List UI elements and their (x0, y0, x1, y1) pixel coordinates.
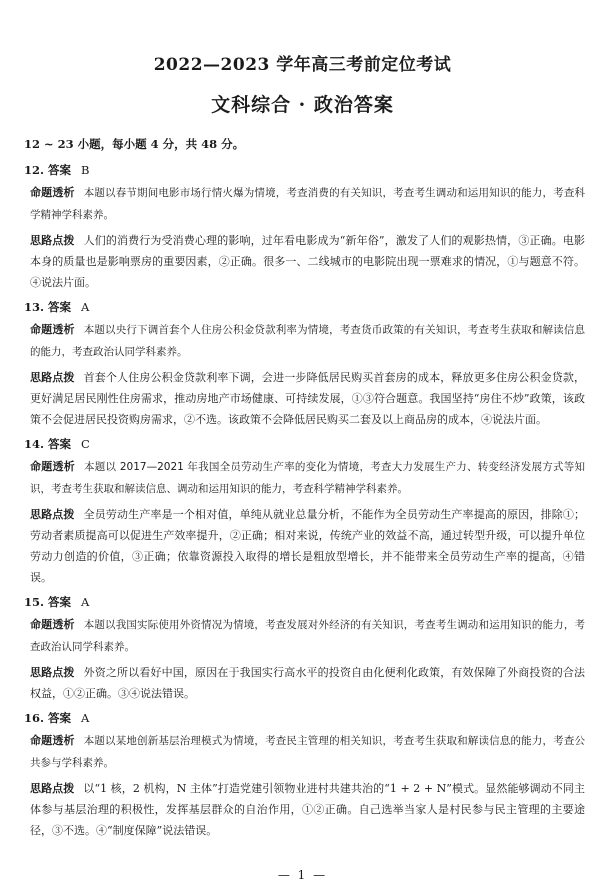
hint-paragraph (24, 778, 585, 841)
hint-paragraph (24, 662, 585, 704)
question-answer-line (24, 160, 585, 180)
page-subtitle: 文科综合 · 政治答案 (211, 94, 394, 116)
page-number: — 1 — (277, 868, 328, 882)
question-number: 12. 答案 (24, 163, 72, 177)
hint-label: 思路点拨 (30, 234, 75, 247)
question-answer-line (24, 434, 585, 454)
page-title: 2022—2023 学年高三考前定位考试 (153, 55, 452, 75)
analysis-text: 本题以 2017—2021 年我国全员劳动生产率的变化为情境，考查大力发展生产力、转变经济发展方式等知识，考查考生获取和解读信息、调动和运用知识的能力，考查科学精神学科素养。 (30, 461, 585, 495)
hint-text: 外资之所以看好中国，原因在于我国实行高水平的投资自由化便利化政策，有效保障了外商投资的合法权益，①②正确。③④说法错误。 (30, 666, 586, 700)
question-block (24, 592, 585, 704)
analysis-text: 本题以我国实际使用外资情况为情境，考查发展对外经济的有关知识，考查考生调动和运用知识的能力，考查政治认同学科素养。 (30, 619, 586, 653)
analysis-paragraph (24, 182, 585, 226)
hint-text: 人们的消费行为受消费心理的影响，过年看电影成为“新年俗”，激发了人们的观影热情，③正确。电影本身的质量也是影响票房的重要因素，②正确。很多一、二线城市的电影院出现一票难求的情况，①与题意不符。④说法片面。 (30, 234, 586, 289)
analysis-label: 命题透析 (30, 460, 76, 473)
hint-label: 思路点拨 (30, 371, 75, 384)
hint-paragraph (24, 504, 585, 588)
question-answer-line (24, 708, 585, 728)
analysis-paragraph (24, 730, 585, 774)
analysis-text: 本题以春节期间电影市场行情火爆为情境，考查消费的有关知识，考查考生调动和运用知识的能力，考查科学精神学科素养。 (30, 187, 586, 221)
analysis-label: 命题透析 (30, 186, 75, 199)
question-block (24, 297, 585, 430)
questions-list (24, 160, 585, 841)
question-block (24, 708, 585, 841)
hint-paragraph (24, 367, 585, 430)
question-answer-line (24, 297, 585, 317)
hint-label: 思路点拨 (30, 782, 75, 795)
section-intro: 12 ~ 23 小题，每小题 4 分，共 48 分。 (24, 137, 245, 151)
question-block (24, 160, 585, 293)
question-number: 15. 答案 (24, 595, 72, 609)
hint-text: 以“1 核，2 机构，N 主体”打造党建引领物业进村共建共治的“1 + 2 + N”模式。显然能够调动不同主体参与基层治理的积极性，发挥基层群众的自治作用，①②正确。自己选举当家人是村民参与民主管理的主要途径，③不选。④“制度保障”说法错误。 (30, 782, 585, 837)
analysis-text: 本题以央行下调首套个人住房公积金贷款利率为情境，考查货币政策的有关知识，考查考生获取和解读信息的能力，考查政治认同学科素养。 (30, 324, 586, 358)
hint-text: 全员劳动生产率是一个相对值，单纯从就业总量分析，不能作为全员劳动生产率提高的原因，排除①；劳动者素质提高可以促进生产效率提升，②正确；相对来说，传统产业的效益不高，通过转型升级，可以提升单位劳动力创造的价值，③正确；依靠资源投入取得的增长是粗放型增长，并不能带来全员劳动生产率的提高，④错误。 (30, 508, 586, 584)
analysis-label: 命题透析 (30, 618, 75, 631)
question-answer-line (24, 592, 585, 612)
answer-value: B (81, 163, 90, 177)
hint-text: 首套个人住房公积金贷款利率下调，会进一步降低居民购买首套房的成本，释放更多住房公积金贷款，更好满足居民刚性住房需求，推动房地产市场健康、可持续发展，①③符合题意。我国坚持“房住不炒”政策，该政策不会促进居民投资购房需求，②不选。该政策不会降低居民购买二套及以上商品房的成本，④说法片面。 (30, 371, 586, 426)
answer-value: A (81, 595, 90, 609)
analysis-paragraph (24, 614, 585, 658)
analysis-label: 命题透析 (30, 323, 75, 336)
analysis-text: 本题以某地创新基层治理模式为情境，考查民主管理的相关知识，考查考生获取和解读信息的能力，考查公共参与学科素养。 (30, 735, 586, 769)
hint-label: 思路点拨 (30, 508, 75, 521)
analysis-paragraph (24, 456, 585, 500)
answer-value: C (81, 437, 90, 451)
analysis-paragraph (24, 319, 585, 363)
analysis-label: 命题透析 (30, 734, 75, 747)
answer-value: A (81, 300, 90, 314)
question-number: 14. 答案 (24, 437, 72, 451)
hint-label: 思路点拨 (30, 666, 75, 679)
question-number: 16. 答案 (24, 711, 72, 725)
hint-paragraph (24, 230, 585, 293)
question-block (24, 434, 585, 588)
answer-value: A (81, 711, 90, 725)
question-number: 13. 答案 (24, 300, 72, 314)
